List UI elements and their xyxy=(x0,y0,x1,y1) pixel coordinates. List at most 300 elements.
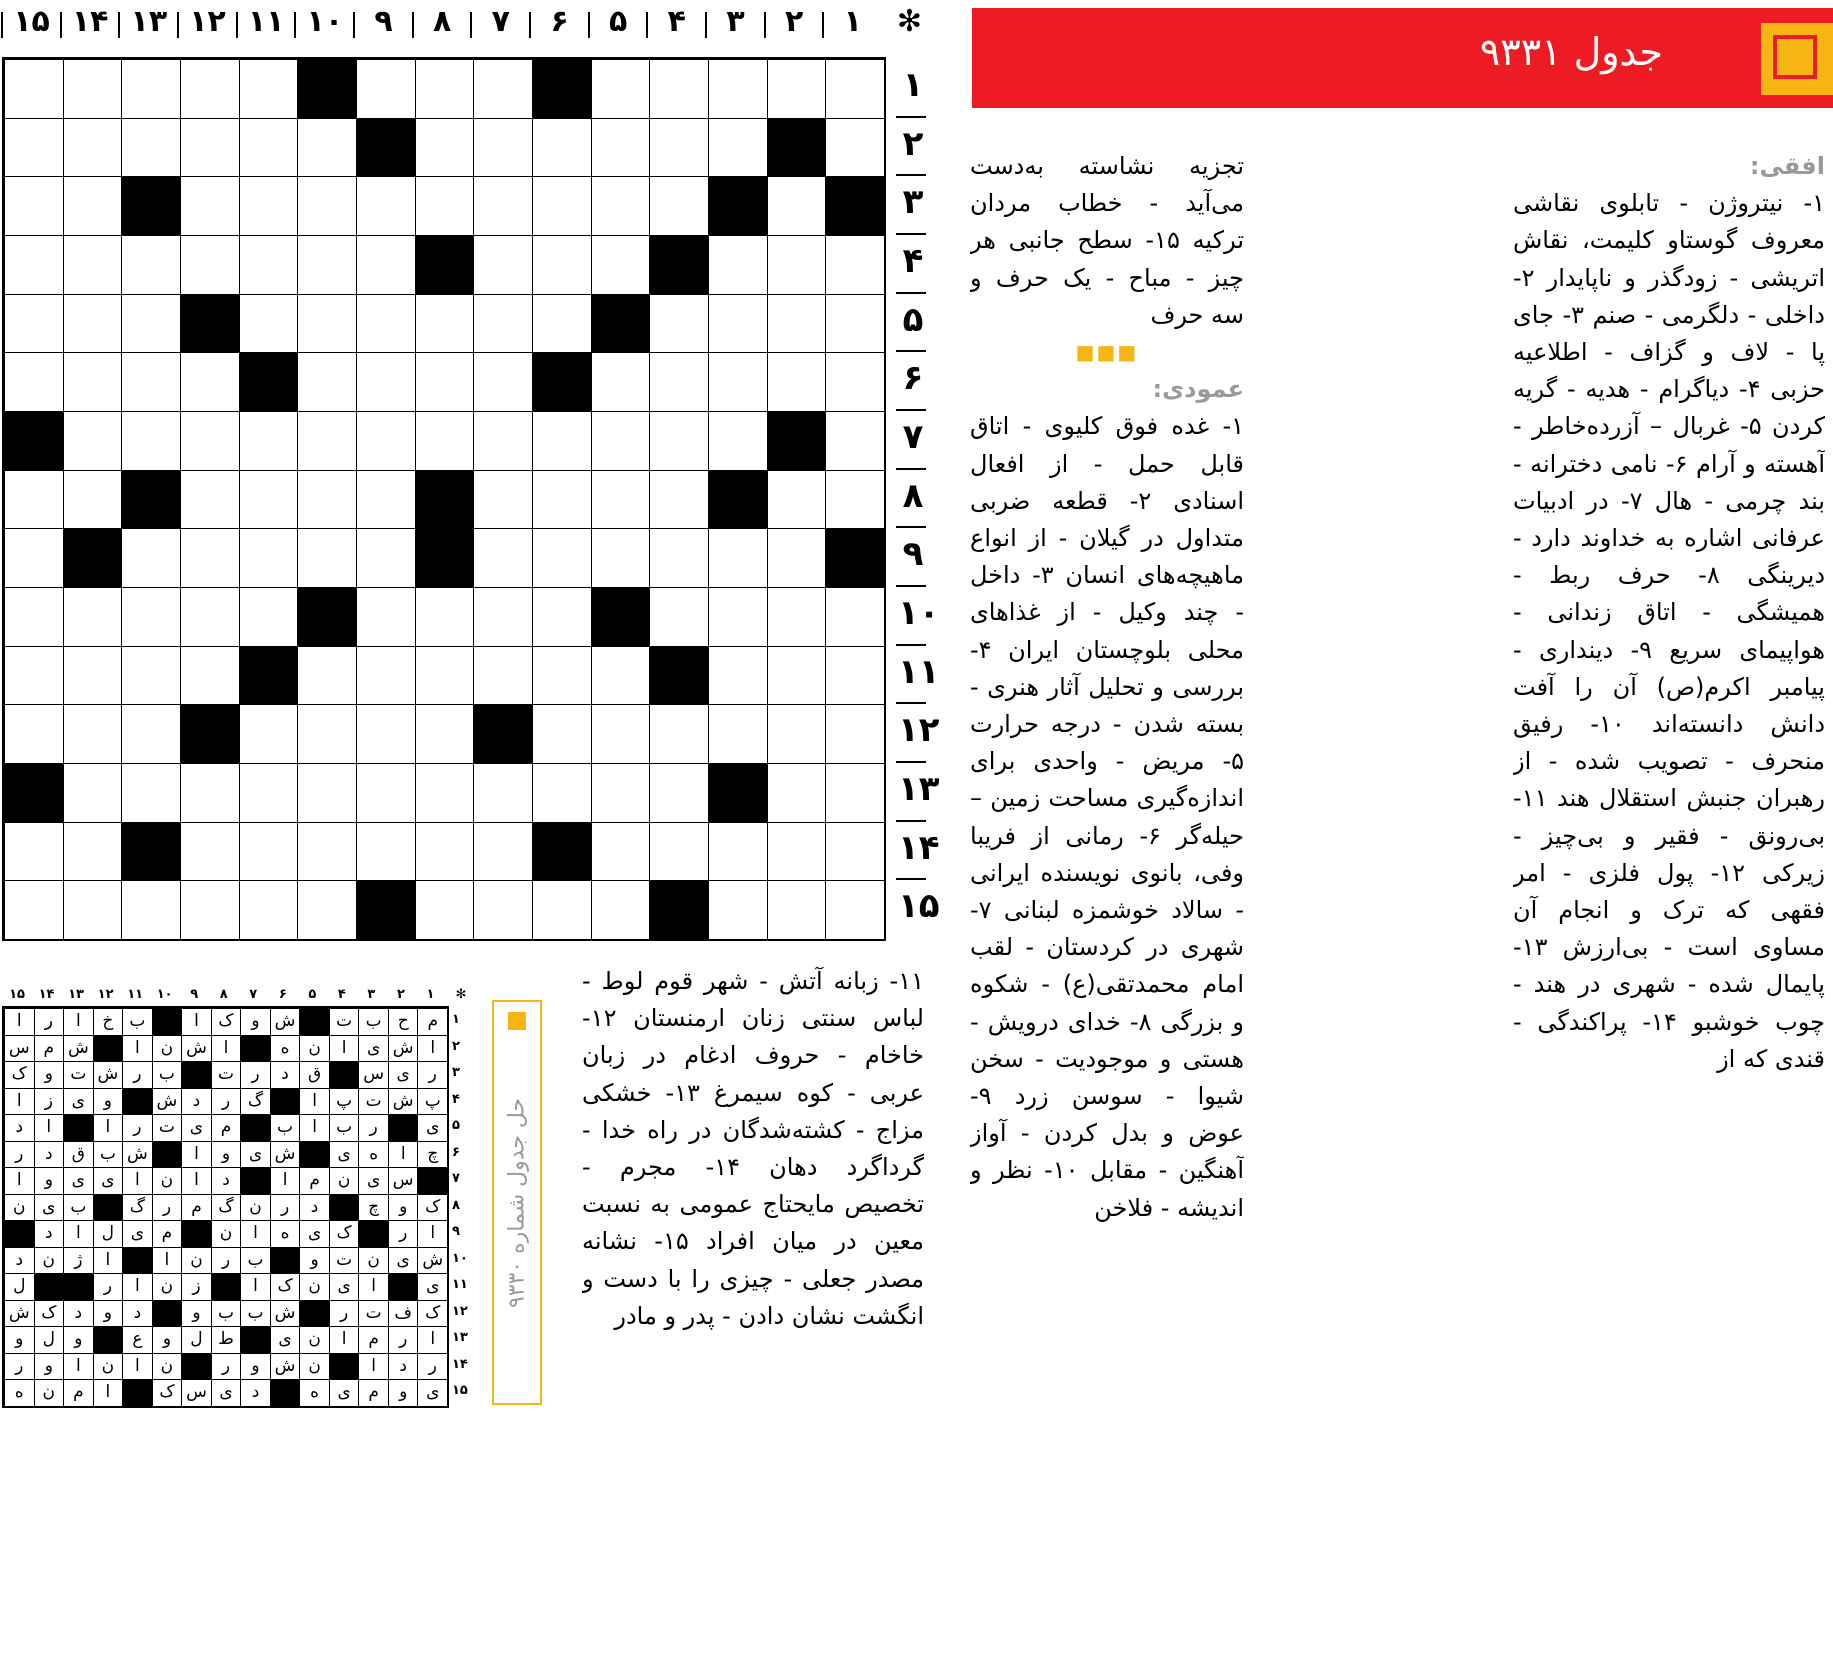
solution-cell: ر xyxy=(4,1353,35,1381)
solution-cell: و xyxy=(93,1300,124,1328)
grid-cell xyxy=(532,528,592,588)
solution-cell: ر xyxy=(211,1353,242,1381)
solution-cell: ک xyxy=(211,1008,242,1036)
grid-cell xyxy=(532,704,592,764)
solution-cell: ی xyxy=(240,1141,271,1169)
solution-cell: د xyxy=(211,1167,242,1195)
solution-column-number: ۷ xyxy=(249,987,258,1002)
grid-cell xyxy=(180,294,240,354)
solution-cell xyxy=(34,1273,65,1301)
grid-cell xyxy=(708,704,768,764)
solution-cell: ب xyxy=(240,1247,271,1275)
grid-cell xyxy=(4,704,64,764)
column-number: ۱ xyxy=(843,4,862,39)
grid-cell xyxy=(63,822,123,882)
grid-cell xyxy=(767,763,827,823)
grid-cell xyxy=(708,528,768,588)
solution-cell: ت xyxy=(329,1247,360,1275)
grid-cell xyxy=(63,704,123,764)
grid-cell xyxy=(767,352,827,412)
grid-cell xyxy=(121,587,181,647)
solution-cell xyxy=(240,1326,271,1354)
row-number: ۱۰ xyxy=(898,593,940,633)
solution-cell: ش xyxy=(4,1300,35,1328)
solution-cell: ه xyxy=(358,1141,389,1169)
solution-cell xyxy=(329,1194,360,1222)
grid-cell xyxy=(591,59,651,119)
solution-cell: گ xyxy=(240,1088,271,1116)
solution-cell: ر xyxy=(388,1326,419,1354)
column-number: ۸ xyxy=(433,4,452,39)
solution-cell: د xyxy=(299,1194,330,1222)
row-separator xyxy=(896,644,926,646)
grid-cell xyxy=(356,176,416,236)
solution-column-number: ۸ xyxy=(219,987,228,1002)
solution-cell: ر xyxy=(270,1194,301,1222)
page-title: جدول ۹۳۳۱ xyxy=(1479,30,1663,74)
grid-cell xyxy=(649,352,709,412)
solution-cell: ی xyxy=(329,1141,360,1169)
solution-cell: ک xyxy=(270,1273,301,1301)
column-number: ✻ xyxy=(896,4,923,39)
solution-cell: ا xyxy=(358,1273,389,1301)
grid-cell xyxy=(473,294,533,354)
grid-cell xyxy=(121,704,181,764)
grid-cell xyxy=(825,118,885,178)
solution-cell: ی xyxy=(122,1220,153,1248)
solution-cell: ا xyxy=(63,1353,94,1381)
solution-cell xyxy=(181,1220,212,1248)
grid-cell xyxy=(473,235,533,295)
grid-cell xyxy=(239,59,299,119)
solution-cell: ب xyxy=(152,1061,183,1089)
solution-cell: ی xyxy=(388,1247,419,1275)
solution-cell: ا xyxy=(388,1141,419,1169)
solution-cell xyxy=(240,1035,271,1063)
solution-cell xyxy=(299,1008,330,1036)
solution-cell: ش xyxy=(152,1088,183,1116)
solution-cell: و xyxy=(211,1141,242,1169)
grid-cell xyxy=(708,646,768,706)
grid-cell xyxy=(532,470,592,530)
grid-cell xyxy=(825,880,885,940)
solution-cell: د xyxy=(270,1061,301,1089)
solution-cell: ر xyxy=(329,1300,360,1328)
solution-cell: و xyxy=(299,1247,330,1275)
grid-cell xyxy=(473,470,533,530)
grid-cell xyxy=(415,646,475,706)
grid-cell xyxy=(473,763,533,823)
solution-row-number: ۱۰ xyxy=(452,1250,468,1266)
solution-cell: ا xyxy=(358,1353,389,1381)
solution-cell: ک xyxy=(34,1300,65,1328)
solution-cell: ن xyxy=(240,1194,271,1222)
grid-cell xyxy=(415,822,475,882)
column-number: ۹ xyxy=(374,4,393,39)
solution-cell xyxy=(388,1114,419,1142)
solution-cell: ا xyxy=(93,1247,124,1275)
solution-cell: ن xyxy=(152,1035,183,1063)
row-number: ۶ xyxy=(902,358,924,399)
grid-cell xyxy=(767,59,827,119)
solution-cell xyxy=(152,1141,183,1169)
solution-cell: د xyxy=(4,1114,35,1142)
solution-row-number: ۹ xyxy=(452,1224,460,1240)
solution-cell: ب xyxy=(240,1300,271,1328)
solution-column-number: ۱۱ xyxy=(127,987,144,1002)
column-number: ۱۲ xyxy=(189,4,226,39)
row-number: ۳ xyxy=(902,182,924,223)
down-clues-continued: ۱۱- زبانه آتش - شهر قوم لوط - لباس سنتی زنان ارمنستان ۱۲- خاخام - حروف ادغام در زبان عربی - کوه سیمرغ ۱۳- خشکی مزاج - کشته‌شدگان در راه خدا - گرداگرد دهان ۱۴- مجرم - تخصیص مایحتاج عمومی به نسبت معین در میان افراد ۱۵- نشانه مصدر جعلی - چیزی را با دست و انگشت نشان دادن - پدر و مادر xyxy=(582,967,924,1330)
grid-cell xyxy=(825,59,885,119)
grid-cell xyxy=(180,822,240,882)
solution-row-number: ۱۲ xyxy=(452,1303,468,1319)
solution-cell: ا xyxy=(4,1167,35,1195)
grid-cell xyxy=(121,118,181,178)
grid-cell xyxy=(239,411,299,471)
grid-cell xyxy=(4,822,64,882)
column-number: ۱۱ xyxy=(247,4,285,39)
solution-cell: ش xyxy=(388,1035,419,1063)
grid-cell xyxy=(4,528,64,588)
row-number: ۲ xyxy=(902,123,924,164)
grid-cell xyxy=(180,646,240,706)
solution-cell: ا xyxy=(4,1008,35,1036)
grid-cell xyxy=(239,822,299,882)
solution-cell: ی xyxy=(329,1273,360,1301)
solution-cell xyxy=(93,1035,124,1063)
grid-cell xyxy=(591,528,651,588)
grid-cell xyxy=(356,646,416,706)
grid-cell xyxy=(180,118,240,178)
row-number: ۴ xyxy=(902,241,924,281)
grid-cell xyxy=(63,587,123,647)
solution-cell: ن xyxy=(34,1379,65,1407)
grid-cell xyxy=(239,880,299,940)
solution-label: حل جدول شماره ۹۳۳۰ xyxy=(504,1097,530,1308)
grid-cell xyxy=(63,646,123,706)
solution-cell: ز xyxy=(181,1273,212,1301)
grid-cell xyxy=(297,822,357,882)
row-separator xyxy=(896,761,926,763)
solution-cell: ن xyxy=(34,1247,65,1275)
title-bar xyxy=(972,8,1833,108)
grid-cell xyxy=(180,235,240,295)
solution-cell xyxy=(4,1220,35,1248)
solution-cell: د xyxy=(122,1300,153,1328)
solution-cell: ب xyxy=(211,1300,242,1328)
solution-cell: ش xyxy=(270,1300,301,1328)
solution-cell: ه xyxy=(270,1035,301,1063)
grid-cell xyxy=(532,352,592,412)
row-separator xyxy=(896,702,926,704)
solution-cell: ل xyxy=(93,1220,124,1248)
grid-cell xyxy=(297,528,357,588)
grid-cell xyxy=(649,118,709,178)
solution-row-number: ۵ xyxy=(452,1118,460,1134)
grid-cell xyxy=(649,880,709,940)
solution-cell: ی xyxy=(358,1167,389,1195)
solution-cell: و xyxy=(388,1194,419,1222)
brand-logo xyxy=(1761,23,1833,95)
solution-cell: ت xyxy=(358,1088,389,1116)
grid-cell xyxy=(767,176,827,236)
solution-cell: و xyxy=(388,1379,419,1407)
grid-cell xyxy=(767,704,827,764)
solution-cell xyxy=(181,1061,212,1089)
grid-cell xyxy=(63,763,123,823)
solution-cell: ش xyxy=(93,1061,124,1089)
solution-cell: ن xyxy=(152,1353,183,1381)
solution-cell: ش xyxy=(63,1035,94,1063)
solution-cell: ا xyxy=(240,1220,271,1248)
solution-cell: و xyxy=(34,1353,65,1381)
solution-column-number: ۳ xyxy=(367,987,376,1002)
solution-cell: ی xyxy=(329,1379,360,1407)
solution-row-number: ۶ xyxy=(452,1144,460,1160)
grid-cell xyxy=(297,763,357,823)
solution-column-number: ✻ xyxy=(455,987,467,1002)
grid-cell xyxy=(825,646,885,706)
solution-cell: ن xyxy=(329,1167,360,1195)
solution-cell: ق xyxy=(299,1061,330,1089)
solution-cell xyxy=(388,1273,419,1301)
grid-cell xyxy=(473,118,533,178)
column-number: ۱۴ xyxy=(71,4,109,39)
grid-cell xyxy=(239,294,299,354)
grid-cell xyxy=(415,880,475,940)
grid-cell xyxy=(415,352,475,412)
solution-cell: ل xyxy=(181,1326,212,1354)
solution-column-number: ۱۴ xyxy=(38,987,55,1002)
grid-cell xyxy=(356,704,416,764)
grid-cell xyxy=(825,763,885,823)
grid-cell xyxy=(239,118,299,178)
grid-cell xyxy=(708,411,768,471)
grid-cell xyxy=(239,763,299,823)
grid-cell xyxy=(532,411,592,471)
solution-cell: ا xyxy=(417,1035,448,1063)
grid-cell xyxy=(825,352,885,412)
solution-cell: ا xyxy=(299,1088,330,1116)
down-clues: ۱- غده فوق کلیوی - اتاق قابل حمل - از افعال اسنادی ۲- قطعه ضربی متداول در گیلان - از انواع ماهیچه‌های انسان ۳- داخل - چند وکیل - از غذاهای محلی بلوچستان ایران ۴- بررسی و تحلیل آثار هنری - بسته شدن - درجه حرارت ۵- مریض - واحدی برای اندازه‌گیری مساحت زمین – حیله‌گر ۶- رمانی از فریبا وفی، بانوی نویسنده ایرانی - سالاد خوشمزه لبنانی ۷- شهری در کردستان - لقب امام محمدتقی(ع) - شکوه و بزرگی ۸- خدای درویش - هستی و موجودیت - سخن شیوا - سوسن زرد ۹- عوض و بدل کردن - آواز آهنگین - مقابل ۱۰- نظر و اندیشه - فلاخن xyxy=(970,412,1244,1222)
solution-column-number: ۱۵ xyxy=(9,987,25,1002)
solution-cell: و xyxy=(181,1300,212,1328)
grid-cell xyxy=(356,118,416,178)
solution-cell: و xyxy=(93,1088,124,1116)
grid-cell xyxy=(415,59,475,119)
solution-cell: ط xyxy=(211,1326,242,1354)
solution-cell: ت xyxy=(329,1008,360,1036)
grid-cell xyxy=(708,294,768,354)
column-numbers xyxy=(0,4,940,48)
solution-cell: و xyxy=(240,1008,271,1036)
solution-cell: ت xyxy=(358,1300,389,1328)
grid-cell xyxy=(121,411,181,471)
solution-cell xyxy=(122,1379,153,1407)
grid-cell xyxy=(239,646,299,706)
grid-cell xyxy=(591,235,651,295)
grid-cell xyxy=(473,411,533,471)
solution-cell: ب xyxy=(93,1141,124,1169)
grid-cell xyxy=(180,763,240,823)
solution-cell: م xyxy=(358,1326,389,1354)
solution-cell: ش xyxy=(122,1141,153,1169)
grid-cell xyxy=(63,59,123,119)
solution-cell: ر xyxy=(152,1194,183,1222)
grid-cell xyxy=(121,646,181,706)
grid-cell xyxy=(239,587,299,647)
solution-cell: ا xyxy=(329,1035,360,1063)
grid-cell xyxy=(63,235,123,295)
clue-column-1 xyxy=(1513,148,1825,1485)
solution-cell xyxy=(358,1220,389,1248)
solution-cell xyxy=(240,1114,271,1142)
solution-cell: ب xyxy=(63,1194,94,1222)
grid-cell xyxy=(121,470,181,530)
solution-cell: ا xyxy=(329,1326,360,1354)
solution-row-number: ۴ xyxy=(452,1091,460,1107)
row-separator xyxy=(896,233,926,235)
solution-cell: ا xyxy=(152,1247,183,1275)
solution-cell: ی xyxy=(211,1379,242,1407)
grid-cell xyxy=(356,763,416,823)
grid-cell xyxy=(708,880,768,940)
solution-cell xyxy=(299,1300,330,1328)
solution-cell xyxy=(63,1114,94,1142)
solution-cell: ی xyxy=(181,1114,212,1142)
solution-cell: ز xyxy=(34,1088,65,1116)
solution-cell: ا xyxy=(299,1114,330,1142)
solution-cell: ر xyxy=(122,1114,153,1142)
grid-cell xyxy=(4,470,64,530)
grid-cell xyxy=(591,880,651,940)
solution-cell: ن xyxy=(152,1273,183,1301)
solution-cell xyxy=(270,1088,301,1116)
grid-cell xyxy=(180,176,240,236)
grid-cell xyxy=(591,587,651,647)
solution-cell: ن xyxy=(299,1326,330,1354)
grid-cell xyxy=(239,528,299,588)
row-number: ۹ xyxy=(902,534,924,575)
grid-cell xyxy=(121,176,181,236)
grid-cell xyxy=(825,235,885,295)
solution-cell: ر xyxy=(417,1061,448,1089)
solution-cell: ر xyxy=(122,1061,153,1089)
solution-cell xyxy=(211,1273,242,1301)
grid-cell xyxy=(591,118,651,178)
solution-column-numbers xyxy=(0,987,470,1003)
grid-cell xyxy=(121,235,181,295)
solution-cell: ن xyxy=(299,1035,330,1063)
solution-cell: ژ xyxy=(63,1247,94,1275)
grid-cell xyxy=(767,411,827,471)
solution-cell: م xyxy=(34,1035,65,1063)
solution-cell: ک xyxy=(152,1379,183,1407)
solution-cell xyxy=(417,1167,448,1195)
grid-cell xyxy=(415,704,475,764)
grid-cell xyxy=(591,176,651,236)
grid-cell xyxy=(708,470,768,530)
solution-cell xyxy=(93,1326,124,1354)
solution-cell: ا xyxy=(93,1379,124,1407)
grid-cell xyxy=(297,352,357,412)
solution-cell: ا xyxy=(417,1220,448,1248)
solution-cell xyxy=(93,1194,124,1222)
column-number: ۱۳ xyxy=(130,4,168,39)
solution-cell: ن xyxy=(4,1194,35,1222)
row-number: ۱۵ xyxy=(898,886,940,927)
row-separator xyxy=(896,174,926,176)
grid-cell xyxy=(63,411,123,471)
grid-cell xyxy=(63,880,123,940)
row-number: ۵ xyxy=(902,299,924,340)
grid-cell xyxy=(708,176,768,236)
grid-cell xyxy=(415,587,475,647)
grid-cell xyxy=(767,118,827,178)
solution-row-number: ۲ xyxy=(452,1038,460,1054)
solution-row-number: ۷ xyxy=(452,1171,460,1187)
grid-cell xyxy=(649,59,709,119)
solution-cell: د xyxy=(34,1141,65,1169)
grid-cell xyxy=(63,118,123,178)
grid-cell xyxy=(121,880,181,940)
grid-cell xyxy=(708,763,768,823)
grid-cell xyxy=(532,646,592,706)
grid-cell xyxy=(649,176,709,236)
grid-cell xyxy=(121,763,181,823)
solution-cell: ک xyxy=(4,1061,35,1089)
solution-cell: ا xyxy=(181,1141,212,1169)
grid-cell xyxy=(4,176,64,236)
solution-cell: ی xyxy=(388,1061,419,1089)
grid-cell xyxy=(767,470,827,530)
grid-cell xyxy=(4,235,64,295)
grid-cell xyxy=(415,411,475,471)
solution-cell: ا xyxy=(270,1167,301,1195)
solution-cell: ر xyxy=(34,1008,65,1036)
grid-cell xyxy=(297,646,357,706)
solution-cell: ا xyxy=(122,1353,153,1381)
grid-cell xyxy=(180,880,240,940)
column-number: ۲ xyxy=(785,4,804,39)
across-clues: ۱- نیتروژن - تابلوی نقاشی معروف گوستاو کلیمت، نقاش اتریشی - زودگذر و ناپایدار ۲- داخلی - دلگرمی - صنم ۳- جای پا - لاف و گزاف - اطلاعیه حزبی ۴- دیاگرام - هدیه - گریه کردن ۵- غربال – آزرده‌خاطر - آهسته و آرام ۶- نامی دخترانه - بند چرمی - هال ۷- در ادبیات عرفانی اشاره به خداوند دارد - دیرینگی ۸- حرف ربط - همیشگی - اتاق زندانی - هواپیمای سریع ۹- دینداری - پیامبر اکرم(ص) آن را آفت دانش دانسته‌اند ۱۰- رفیق منحرف - تصویب شده - از رهبران جنبش استقلال هند ۱۱- بی‌رونق - فقیر و بی‌چیز - زیرکی ۱۲- پول فلزی - امر فقهی که ترک و انجام آن مساوی است - بی‌ارزش ۱۳- پایمال شده - شهری در هند - چوب خوشبو ۱۴- پراکندگی - قندی که از xyxy=(1513,189,1825,1073)
solution-cell: م xyxy=(63,1379,94,1407)
solution-cell: د xyxy=(63,1300,94,1328)
grid-cell xyxy=(239,176,299,236)
grid-cell xyxy=(356,294,416,354)
grid-cell xyxy=(473,880,533,940)
solution-row-number: ۱۳ xyxy=(452,1330,468,1346)
solution-cell: ی xyxy=(417,1273,448,1301)
grid-cell xyxy=(591,763,651,823)
grid-cell xyxy=(473,176,533,236)
grid-cell xyxy=(532,587,592,647)
grid-cell xyxy=(297,587,357,647)
grid-cell xyxy=(473,822,533,882)
solution-cell: ه xyxy=(270,1220,301,1248)
grid-cell xyxy=(649,528,709,588)
solution-cell: ا xyxy=(181,1008,212,1036)
grid-cell xyxy=(708,352,768,412)
grid-cell xyxy=(297,880,357,940)
solution-row-number: ۱ xyxy=(452,1012,460,1027)
grid-cell xyxy=(767,880,827,940)
grid-cell xyxy=(4,411,64,471)
grid-cell xyxy=(825,587,885,647)
grid-cell xyxy=(591,646,651,706)
row-number: ۸ xyxy=(902,475,924,516)
